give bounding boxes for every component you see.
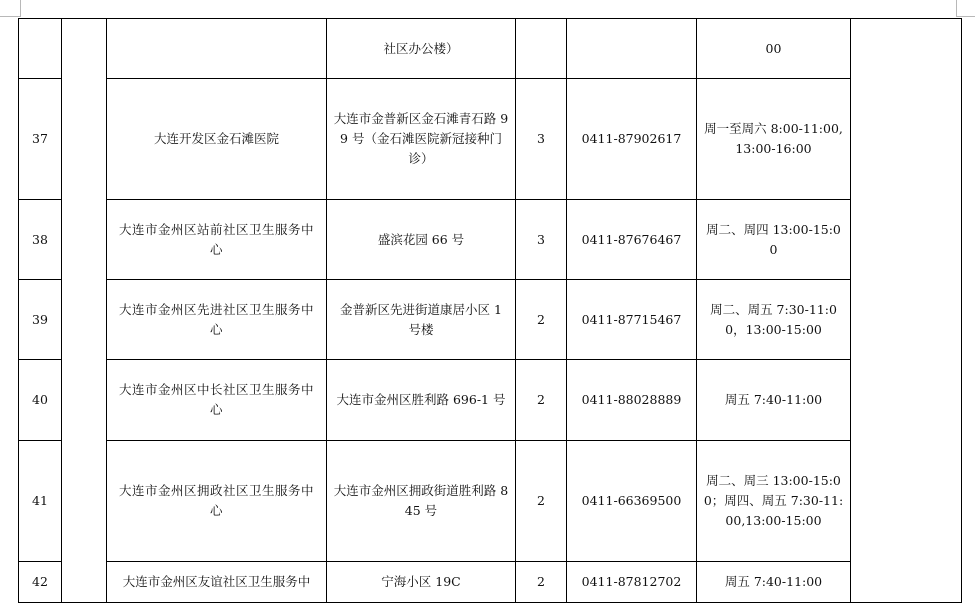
address-text: 大连市金普新区金石滩青石路 99 号（金石滩医院新冠接种门诊） (333, 111, 509, 166)
hours-cell: 周五 7:40-11:00 (697, 562, 851, 603)
row-number-cell: 42 (19, 562, 62, 603)
address-cell (327, 280, 516, 360)
table-row (19, 562, 962, 603)
table-row (19, 360, 962, 441)
site-name-text: 大连市金州区友谊社区卫生服务中 (122, 574, 311, 589)
hours-text: 周二、周五 7:30-11:00，13:00-15:00 (710, 301, 837, 337)
hours-text: 周一至周六 8:00-11:00,13:00-16:00 (704, 121, 843, 156)
phone-cell: 0411-87715467 (567, 280, 697, 360)
site-name-cell (107, 441, 327, 562)
phone-cell: 0411-87676467 (567, 200, 697, 280)
crop-mark-top-left (0, 0, 21, 17)
hours-cell (697, 441, 851, 562)
row-number-cell: 38 (19, 200, 62, 280)
phone-cell: 0411-88028889 (567, 360, 697, 441)
remarks-merged-cell (851, 19, 962, 603)
row-number-cell: 41 (19, 441, 62, 562)
site-name-cell (107, 280, 327, 360)
address-cell: 盛滨花园 66 号 (327, 200, 516, 280)
count-cell: 2 (516, 360, 567, 441)
site-name-text: 大连市金州区先进社区卫生服务中心 (118, 301, 314, 337)
site-name-cell: 大连开发区金石滩医院 (107, 79, 327, 200)
row-number-cell: 37 (19, 79, 62, 200)
address-cell: 宁海小区 19C (327, 562, 516, 603)
table-row (19, 79, 962, 200)
site-name-text: 大连市金州区拥政社区卫生服务中心 (118, 483, 314, 518)
phone-cell: 0411-66369500 (567, 441, 697, 562)
phone-cell: 0411-87812702 (567, 562, 697, 603)
count-cell: 2 (516, 441, 567, 562)
address-text: 大连市金州区拥政街道胜利路 845 号 (333, 483, 509, 518)
table-row (19, 200, 962, 280)
phone-cell (567, 19, 697, 79)
hours-cell (697, 200, 851, 280)
count-cell (516, 19, 567, 79)
site-name-text: 大连市金州区站前社区卫生服务中心 (118, 221, 314, 257)
site-name-cell (107, 360, 327, 441)
hours-cell (697, 280, 851, 360)
address-cell: 社区办公楼） (327, 19, 516, 79)
table-row (19, 441, 962, 562)
row-number-cell (19, 19, 62, 79)
count-cell: 3 (516, 200, 567, 280)
table-row (19, 19, 962, 79)
count-cell: 2 (516, 562, 567, 603)
address-cell (327, 79, 516, 200)
address-cell: 大连市金州区胜利路 696-1 号 (327, 360, 516, 441)
hours-text: 周二、周三 13:00-15:00；周四、周五 7:30-11:00,13:00-15:00 (703, 473, 844, 528)
hours-text: 周二、周四 13:00-15:00 (706, 221, 841, 257)
site-name-cell (107, 200, 327, 280)
hours-cell: 00 (697, 19, 851, 79)
address-text: 金普新区先进街道康居小区 1 号楼 (340, 301, 502, 337)
hours-cell (697, 79, 851, 200)
count-cell: 2 (516, 280, 567, 360)
count-cell: 3 (516, 79, 567, 200)
vaccination-sites-table (18, 18, 962, 603)
row-number-cell: 40 (19, 360, 62, 441)
district-merged-cell (62, 19, 107, 603)
site-name-cell (107, 562, 327, 603)
site-name-cell (107, 19, 327, 79)
hours-cell: 周五 7:40-11:00 (697, 360, 851, 441)
phone-cell: 0411-87902617 (567, 79, 697, 200)
row-number-cell: 39 (19, 280, 62, 360)
address-cell (327, 441, 516, 562)
site-name-text: 大连市金州区中长社区卫生服务中心 (118, 382, 314, 417)
crop-mark-top-right (956, 0, 975, 17)
table-row (19, 280, 962, 360)
